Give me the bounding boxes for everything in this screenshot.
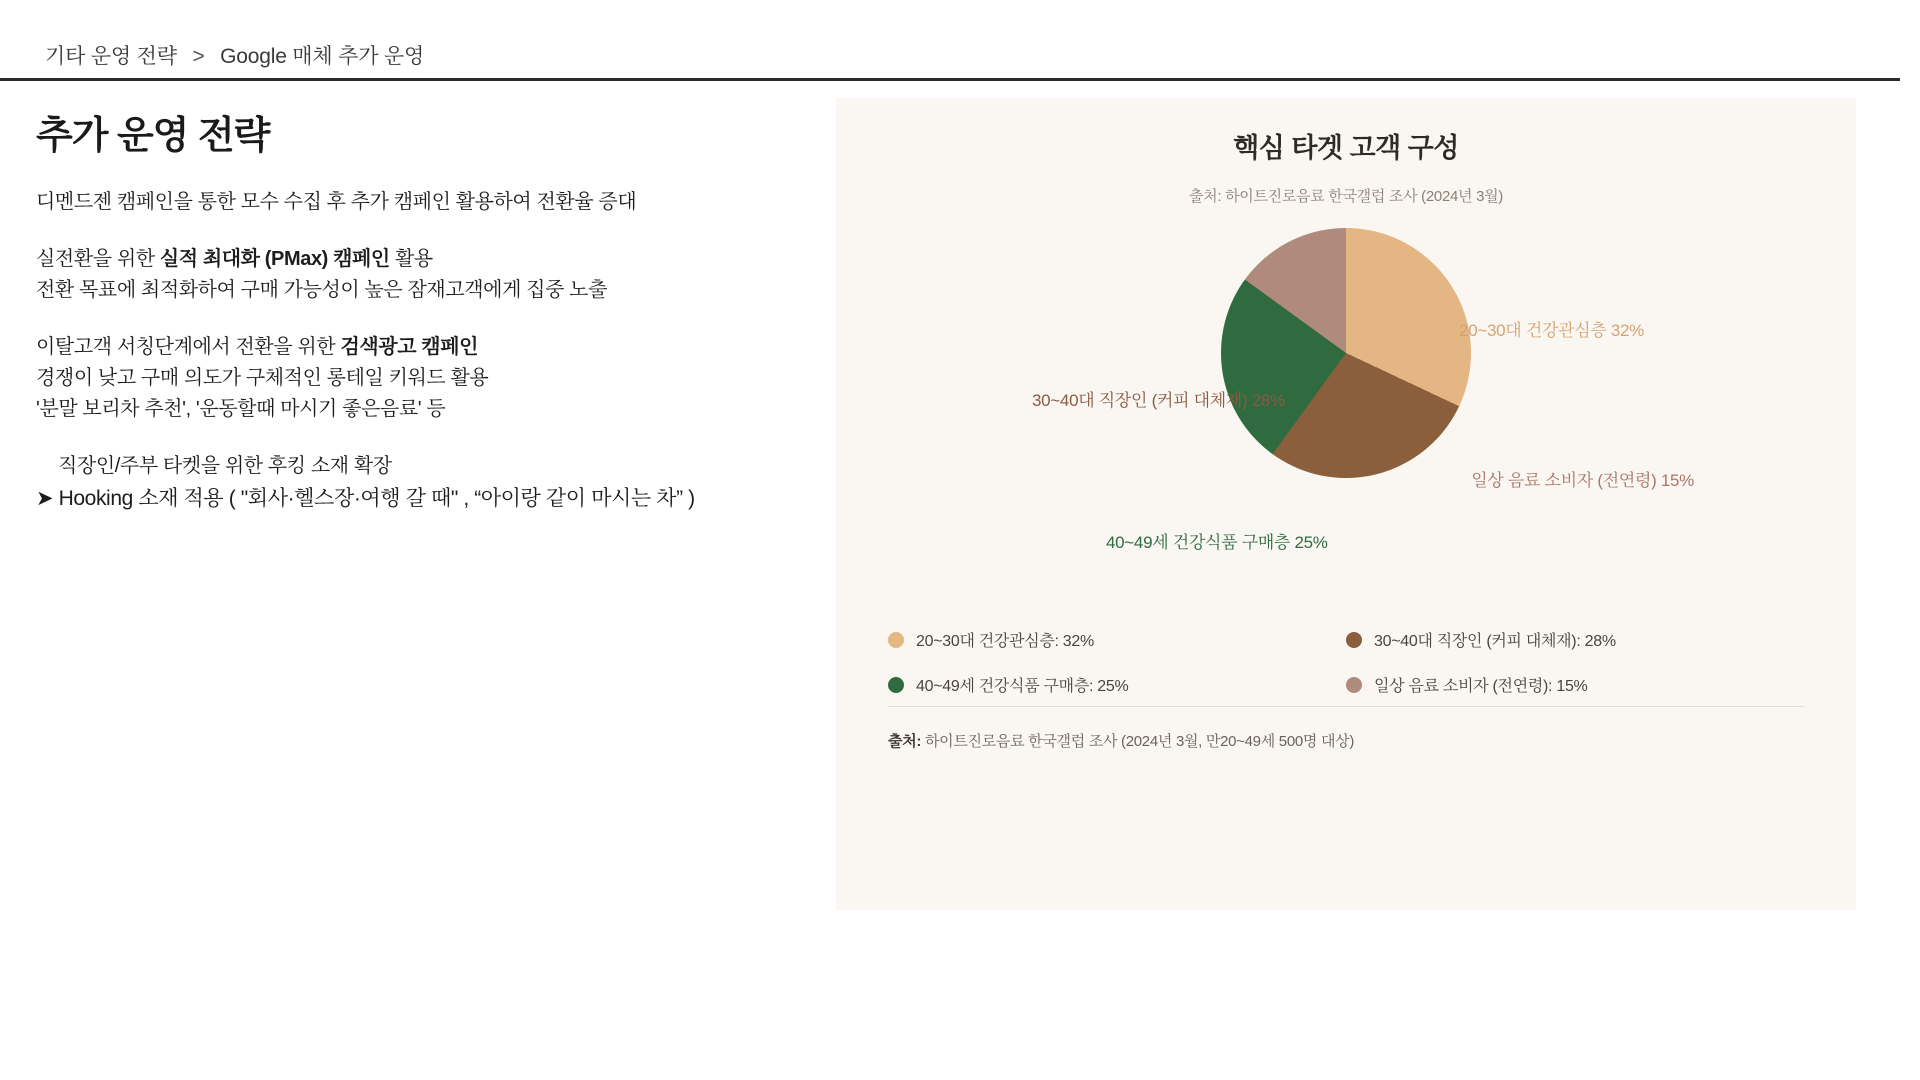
legend-item-40-49 xyxy=(888,673,1346,696)
pie-label-20-30: 20~30대 건강관심층 32% xyxy=(1459,321,1644,340)
legend-divider xyxy=(888,706,1804,707)
chart-title: 핵심 타겟 고객 구성 xyxy=(1233,133,1459,163)
legend-swatch-icon xyxy=(1346,632,1362,648)
legend-item-30-40 xyxy=(1346,628,1804,651)
pmax-heading-prefix: 실전환을 위한 xyxy=(36,248,160,270)
legend-item-daily xyxy=(1346,673,1804,696)
chart-footer-text: 하이트진로음료 한국갤럽 조사 (2024년 3월, 만20~49세 500명 대상) xyxy=(921,733,1355,750)
breadcrumb-current[interactable]: Google 매체 추가 운영 xyxy=(220,45,425,68)
legend-label-daily: 일상 음료 소비자 (전연령): 15% xyxy=(1374,678,1588,695)
breadcrumb xyxy=(45,40,424,70)
legend-label-40-49: 40~49세 건강식품 구매층: 25% xyxy=(916,678,1129,695)
search-heading-bold: 검색광고 캠페인 xyxy=(340,336,479,358)
hooking-applied-line: ➤ Hooking 소재 적용 ( "회사·헬스장·여행 갈 때" , “아이랑 같이 마시는 차” ) xyxy=(36,487,695,510)
legend-swatch-icon xyxy=(888,677,904,693)
legend-label-30-40: 30~40대 직장인 (커피 대체재): 28% xyxy=(1374,633,1616,650)
chart-footer-label: 출처: xyxy=(888,733,922,750)
breadcrumb-separator: > xyxy=(192,45,205,68)
search-heading xyxy=(36,332,836,363)
pie-chart xyxy=(1221,228,1471,478)
pie-label-daily: 일상 음료 소비자 (전연령) 15% xyxy=(1471,471,1694,490)
chart-footer-source xyxy=(888,730,1354,751)
legend-label-20-30: 20~30대 건강관심층: 32% xyxy=(916,633,1094,650)
legend-swatch-icon xyxy=(1346,677,1362,693)
legend-item-20-30 xyxy=(888,628,1346,651)
search-detail: 경쟁이 낮고 구매 의도가 구체적인 롱테일 키워드 활용 xyxy=(36,367,489,389)
hooking-note: 직장인/주부 타켓을 위한 후킹 소재 확장 xyxy=(58,455,392,477)
strategy-section-pmax xyxy=(36,244,836,306)
target-composition-chart-card xyxy=(836,98,1856,910)
hooking-section xyxy=(36,451,836,512)
pie-label-30-40: 30~40대 직장인 (커피 대체재) 28% xyxy=(1032,391,1285,410)
chart-subtitle-source: 출처: 하이트진로음료 한국갤럽 조사 (2024년 3월) xyxy=(1188,188,1504,205)
intro-paragraph xyxy=(36,187,836,218)
header-divider xyxy=(0,78,1900,81)
page-title: 추가 운영 전략 xyxy=(36,115,270,157)
pie-label-40-49: 40~49세 건강식품 구매층 25% xyxy=(1106,533,1328,552)
search-detail-examples: '분말 보리차 추천', '운동할때 마시기 좋은음료' 등 xyxy=(36,398,446,420)
pmax-heading-bold: 실적 최대화 (PMax) 캠페인 xyxy=(159,248,390,270)
chart-legend xyxy=(888,628,1804,718)
intro-text: 디멘드젠 캠페인을 통한 모수 수집 후 추가 캠페인 활용하여 전환율 증대 xyxy=(36,191,637,213)
left-content-column xyxy=(36,104,836,512)
legend-swatch-icon xyxy=(888,632,904,648)
pie-chart-area xyxy=(836,228,1856,588)
strategy-section-search xyxy=(36,332,836,425)
pmax-heading-suffix: 활용 xyxy=(389,248,433,270)
pmax-detail: 전환 목표에 최적화하여 구매 가능성이 높은 잠재고객에게 집중 노출 xyxy=(36,279,608,301)
pmax-heading xyxy=(36,244,836,275)
search-heading-prefix: 이탈고객 서칭단계에서 전환을 위한 xyxy=(36,336,341,358)
breadcrumb-parent[interactable]: 기타 운영 전략 xyxy=(45,45,177,68)
